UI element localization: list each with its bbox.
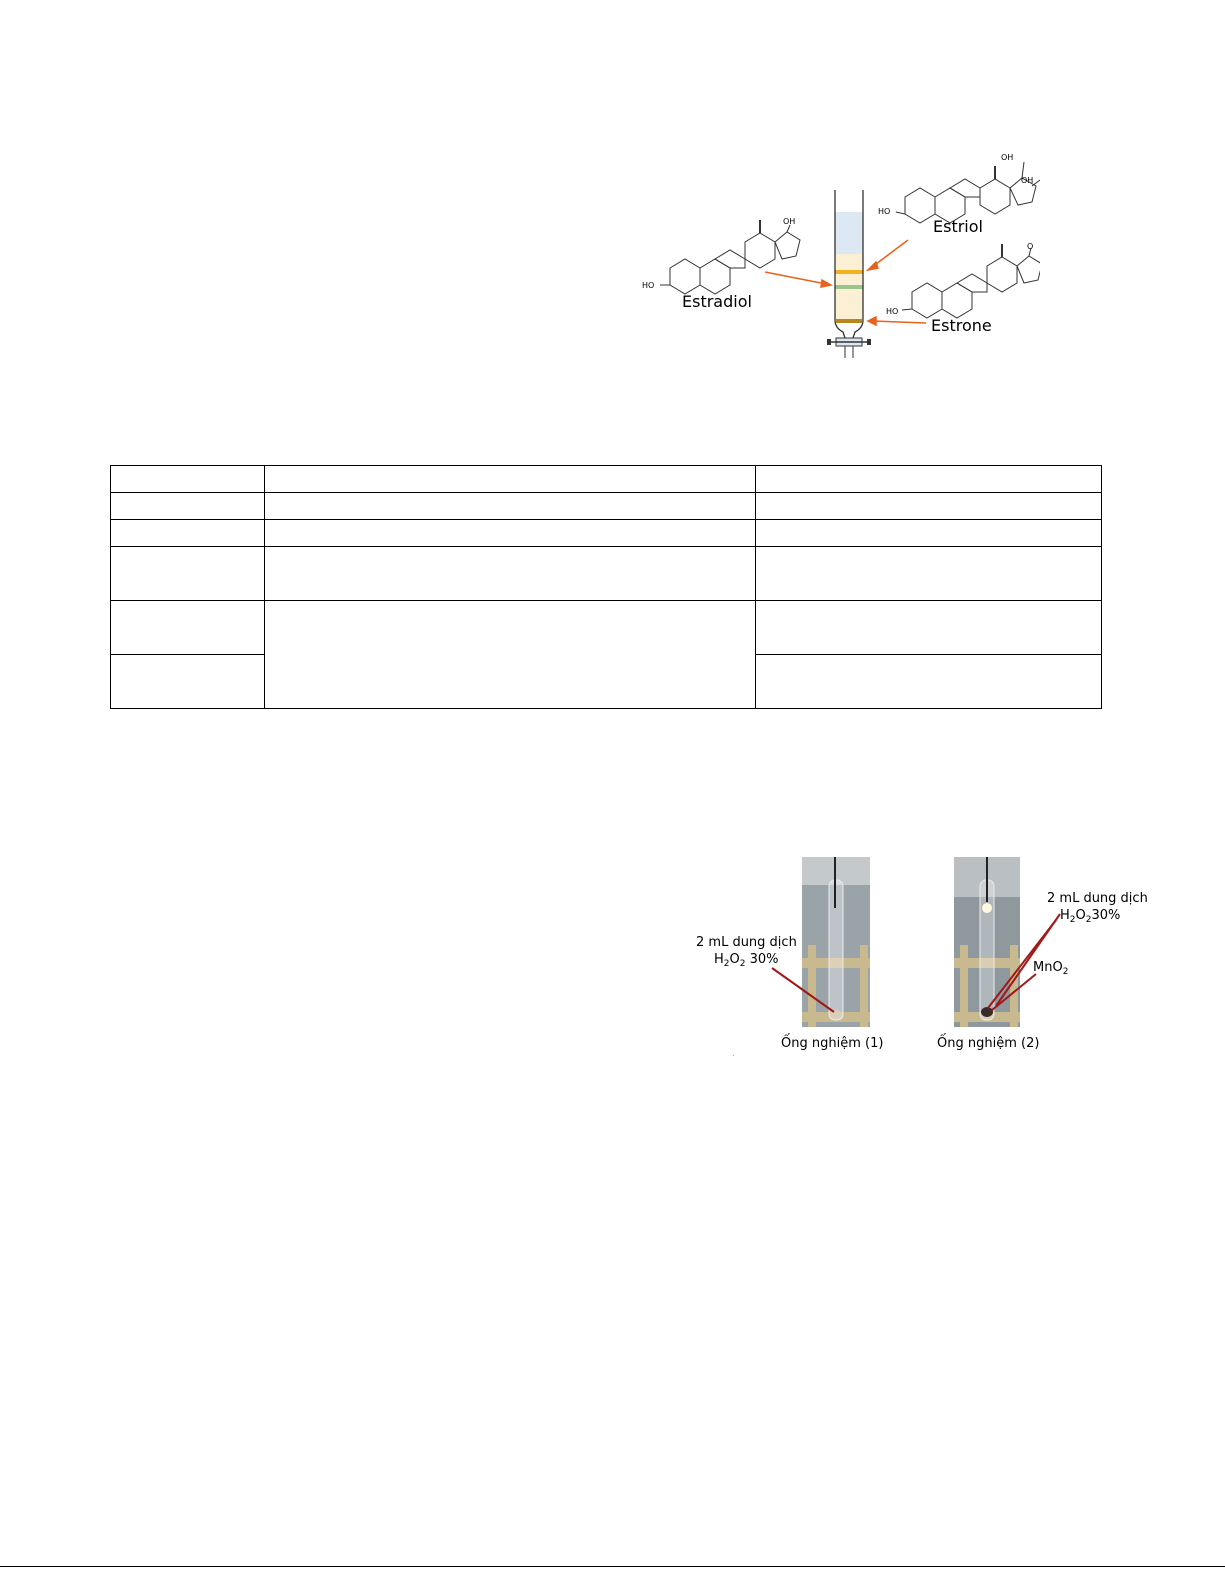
tube2-catalyst-label: MnO$_2$ [1033, 960, 1069, 977]
table-cell [756, 601, 1102, 655]
tube1-annotation-line1: 2 mL dung dịch [696, 935, 797, 950]
table-row [111, 466, 1102, 493]
band-estriol [835, 270, 863, 274]
table-row [111, 547, 1102, 601]
estriol-oh-label-2: OH [1021, 176, 1034, 185]
table-cell [756, 547, 1102, 601]
column-solvent [835, 212, 863, 254]
estriol-structure [896, 162, 1040, 223]
estradiol-structure [660, 220, 800, 294]
tube1-label: Ống nghiệm (1) [781, 1036, 884, 1051]
table-cell [265, 520, 756, 547]
table-cell [111, 601, 265, 655]
chromatography-column [827, 190, 871, 358]
table-cell [265, 466, 756, 493]
table-cell [111, 466, 265, 493]
table-row [111, 493, 1102, 520]
estrone-o-label: O [1027, 242, 1034, 251]
estradiol-oh-label: OH [783, 217, 796, 226]
data-table [110, 465, 1102, 709]
test-tube-figure [690, 850, 1160, 1060]
tube2-annotation-line1: 2 mL dung dịch [1047, 891, 1148, 906]
band-estradiol [835, 285, 863, 289]
tube2-annotation-line2: $H_2O_230\%$ [1060, 908, 1121, 925]
band-estrone [836, 319, 862, 323]
table-cell [265, 493, 756, 520]
table-cell [111, 655, 265, 709]
table-cell [111, 520, 265, 547]
table-cell [756, 655, 1102, 709]
table-row [111, 520, 1102, 547]
tube1-photo [802, 857, 870, 1027]
footer-rule [0, 1566, 1225, 1567]
table-cell [756, 493, 1102, 520]
chromatography-figure [640, 150, 1040, 365]
table-cell [111, 493, 265, 520]
table-cell [111, 547, 265, 601]
tube2-photo [954, 857, 1020, 1027]
estriol-ho-label: HO [878, 207, 891, 216]
table-cell [265, 601, 756, 709]
estradiol-ho-label: HO [642, 281, 655, 290]
table-cell [265, 547, 756, 601]
estrone-ho-label: HO [886, 307, 899, 316]
table-row [111, 601, 1102, 655]
table-cell [756, 520, 1102, 547]
estrone-structure [902, 244, 1040, 318]
estrone-label: Estrone [931, 316, 992, 335]
stray-mark: . [732, 1049, 735, 1058]
tube2-label: Ống nghiệm (2) [937, 1036, 1040, 1051]
estradiol-label: Estradiol [682, 292, 752, 311]
estriol-label: Estriol [933, 217, 983, 236]
tube1-annotation-line2: $H_2O_2$ 30% [714, 952, 779, 969]
table-cell [756, 466, 1102, 493]
estriol-oh-label-1: OH [1001, 153, 1014, 162]
